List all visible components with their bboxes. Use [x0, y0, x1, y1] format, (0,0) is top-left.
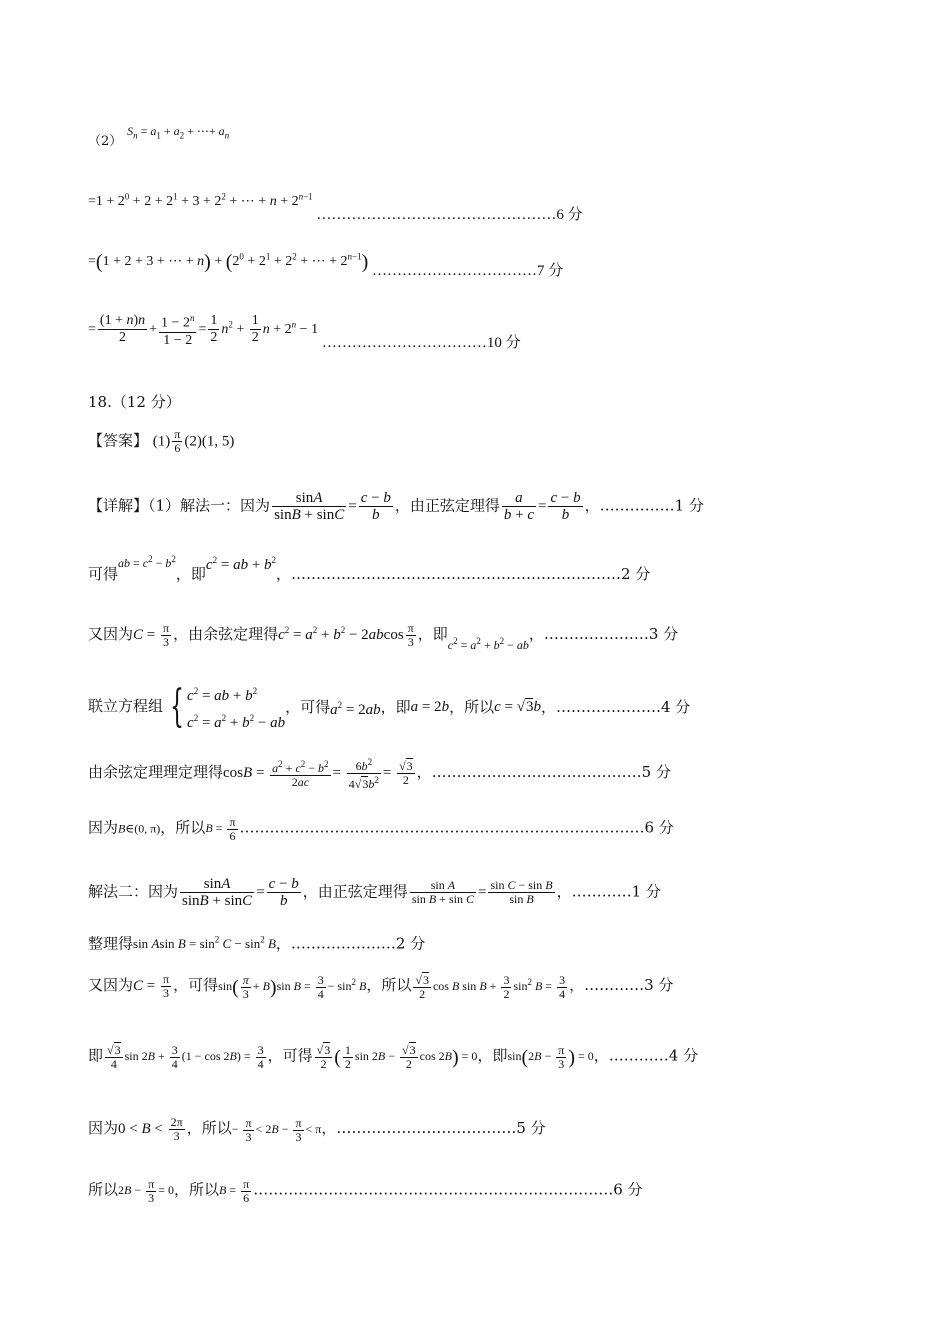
m2-score-4: ，…………4 分	[593, 1046, 699, 1065]
m2-intro: 解法二：因为	[88, 882, 179, 901]
m1-C-value: C = $\frac{\pi}{3}$	[133, 621, 170, 650]
q18-method1-l3	[88, 620, 679, 652]
m2-given-ratio: $\frac{\sin A}{\sin B + \sin C}$	[182, 876, 253, 909]
m1-cosB: cosB = $\frac{a^2 + c^2 - b^2}{2ac}$ = $\frac{6b^2}{4√3b^2}$ = $\frac{√3}{2}$	[223, 757, 413, 791]
m2-kede: ，可得	[173, 976, 219, 994]
ji-1: ，即	[175, 565, 206, 583]
m1-eq-c2: $c^2$ = ab + $b^2$	[205, 555, 277, 573]
m2-sine-lhs: $\frac{\text{sin A}}{\text{sin B + sin C}}$	[411, 878, 474, 906]
zhengli: 整理得	[88, 934, 134, 953]
q18-header: 18.（12 分）	[88, 393, 181, 411]
step2-score: ……………………………7 分	[372, 262, 564, 279]
system-equations: $c^2$ = ab + $b^2$ $c^2 = a^2 + b^2$ − ab	[187, 686, 286, 731]
suoyi-2: ，所以	[160, 818, 206, 837]
m2-combined: $\frac{√3}{2}$ ( $\frac{1}{2}$ sin 2B − $\frac{√3}{2}$ cos 2B) = 0	[316, 1043, 478, 1071]
m2-simplified: sin Asin $B = \sin^2 C - \sin^2 B$	[133, 935, 276, 952]
cos-law-2: 由余弦定理理定理得	[88, 762, 224, 781]
m2-B-value: B = $\frac{\pi}{6}$	[219, 1177, 250, 1205]
m2-suoyi-4: ，所以	[173, 1180, 219, 1199]
q18-method1-l4	[88, 680, 690, 734]
m2-kede-2: ，可得	[267, 1046, 313, 1065]
also-since: 又因为	[88, 625, 134, 643]
ji-2: ，即	[417, 625, 448, 643]
m1-cos-simplified: c2 = a2 + b2 − ab	[447, 636, 529, 652]
part2-label: （2）	[88, 134, 123, 149]
q18-method2-l3	[88, 972, 673, 1001]
step3-formula: = $\frac{(1 + n)n}{2}$ + $\frac{1 - 2^n}{1 - 2}$ = $\frac{1}{2}$ $n^2$ + $\frac{1}{2}$ $n + 2^n - 1$	[88, 322, 318, 337]
m2-2B-eq: 2B − $\frac{\pi}{3}$ = 0	[118, 1177, 174, 1205]
q18-answer	[88, 428, 234, 455]
m1-given-ratio: $\frac{\sin A}{\sin B + \sin C}$	[274, 490, 345, 523]
m2-score-5: ，………………………………5 分	[321, 1118, 546, 1137]
step3-score: ……………………………10 分	[321, 334, 521, 351]
m2-sine-rhs: $\frac{\text{sin C − sin B}}{\text{sin B}}$	[490, 878, 553, 906]
m1-score-2: ，…………………………………………………………2 分	[276, 565, 651, 583]
m2-final: 所以	[88, 1180, 119, 1199]
m1-eq-ab: ab = c2 − b2	[118, 554, 176, 570]
ji-3: ，即	[380, 698, 411, 716]
detail-label: 【详解】	[88, 496, 149, 515]
m2-C-value: C = $\frac{\pi}{3}$	[133, 972, 170, 1001]
m1-score-6: ………………………………………………………………………6 分	[239, 818, 674, 837]
because-1: 因为	[88, 818, 119, 837]
system-brace: {	[170, 681, 185, 732]
get-text: 可得	[88, 565, 119, 583]
m2-suoyi-3: ，所以	[186, 1118, 232, 1137]
m2-suoyi: ，所以	[366, 976, 412, 994]
answer-value-1: $\frac{\pi}{6}$	[174, 427, 181, 455]
m1-cos-eq: $c^2 = a^2 + b^2 - 2abcos$ $\frac{\pi}{3}$	[278, 621, 414, 650]
answer-value-2: (1, 5)	[201, 433, 235, 450]
m2-ji-2: ，即	[477, 1046, 508, 1065]
q18-method1-l1: 【详解】（1）解法一：因为 $\frac{\sin A}{\sin B + \sin C}$ = $\frac{c - b}{b}$ ，由正弦定理得 $\frac{a}{b + c}$ = $\frac{c - b}{b}$ ，……………1 分	[88, 490, 704, 523]
m2-also: 又因为	[88, 976, 134, 994]
m2-score-6: ………………………………………………………………6 分	[253, 1180, 643, 1199]
q18-method2-l6	[88, 1178, 643, 1205]
kede-1: ，可得	[285, 698, 331, 716]
m1-score-3: ，…………………3 分	[528, 625, 679, 643]
m2-score-3: ，…………3 分	[569, 976, 674, 994]
cos-law: ，由余弦定理得	[173, 625, 279, 643]
m1-a-eq: a = 2b	[410, 699, 450, 715]
m2-sin-eq: sin(2B − $\frac{\pi}{3}$ ) = 0	[507, 1043, 594, 1071]
m1-sine-rhs: $\frac{c - b}{b}$	[550, 490, 581, 523]
m2-ji: 即	[88, 1046, 104, 1065]
m1-a2: $a^2 = 2ab$	[330, 699, 381, 718]
m1-score-1: ，……………1 分	[584, 496, 704, 515]
q18-method2-l5	[88, 1116, 546, 1144]
q18-method1-l6	[88, 816, 674, 843]
step1-formula: $=1 + 2^0 + 2 + 2^1 + 3 + 2^2$ + ⋯ + $n + 2^{n-1}$	[88, 191, 313, 209]
q18-method1-l2	[88, 554, 651, 585]
answer-part1: (1)	[152, 433, 171, 450]
q18-method2-l4	[88, 1044, 698, 1071]
suoyi-1: ，所以	[449, 698, 495, 716]
m2-given-rhs: $\frac{c - b}{b}$	[268, 876, 299, 909]
m2-expand: sin( $\frac{\pi}{3}$ + B)sin B = $\frac{3}{4}$ − $\sin^2 B$	[218, 972, 367, 1001]
m1-intro: （1）解法一：因为	[148, 496, 271, 515]
m1-c-eq: c = √3b	[494, 699, 541, 715]
m2-2B-range: − $\frac{\pi}{3}$ < 2B − $\frac{\pi}{3}$ < π	[231, 1115, 322, 1144]
q18-method2-l2	[88, 930, 425, 954]
m1-score-4: ，…………………4 分	[540, 698, 691, 716]
m1-given-rhs: $\frac{c - b}{b}$	[360, 490, 391, 523]
m1-B-value: B = $\frac{\pi}{6}$	[205, 815, 236, 843]
m1-sine-lhs: $\frac{a}{b + c}$	[503, 490, 534, 523]
m2-score-2: ，…………………2 分	[275, 934, 426, 953]
m2-score-1: ，…………1 分	[556, 882, 661, 901]
q18-method1-l5	[88, 756, 671, 791]
answer-part2: (2)	[184, 433, 202, 450]
part2-step2	[88, 246, 564, 279]
m1-score-5: ，……………………………………5 分	[416, 762, 671, 781]
part2-step1	[88, 186, 583, 223]
m2-because: 因为	[88, 1118, 119, 1137]
m1-B-range: B∈(0, π)	[118, 821, 161, 836]
step2-formula: =(1 + 2 + 3 + ⋯ + $n) + (2^0 + 2^1 + 2^2$ + ⋯ + $2^{n-1}$)	[88, 250, 369, 273]
answer-label: 【答案】	[88, 431, 149, 450]
q18-method2-l1: 解法二：因为 $\frac{\sin A}{\sin B + \sin C}$ = $\frac{c - b}{b}$ ，由正弦定理得 $\frac{\text{sin A}}{\text{sin B + sin C}}$ = $\frac{\text{sin C − sin B}}{\text{sin B}}$ ，…………1 分	[88, 876, 661, 909]
step1-score: …………………………………………6 分	[316, 206, 583, 223]
part2-step3	[88, 310, 521, 349]
m1-law: ，由正弦定理得	[394, 496, 500, 515]
sum-def-formula: Sn = a1 + a2 + ⋯+ an	[127, 124, 230, 141]
m2-expand-2: $\frac{√3}{2}$ cos B sin B + $\frac{3}{2}$ $\sin^2 B$ = $\frac{3}{4}$	[415, 972, 566, 1001]
system-text: 联立方程组	[88, 697, 164, 715]
m2-law: ，由正弦定理得	[302, 882, 408, 901]
m2-B-range: 0 < B < $\frac{2\pi}{3}$	[118, 1115, 183, 1143]
m2-double-angle: $\frac{√3}{4}$ sin 2B + $\frac{3}{4}$ (1 − cos 2B) = $\frac{3}{4}$	[107, 1043, 264, 1071]
part2-sum-def	[88, 124, 230, 155]
